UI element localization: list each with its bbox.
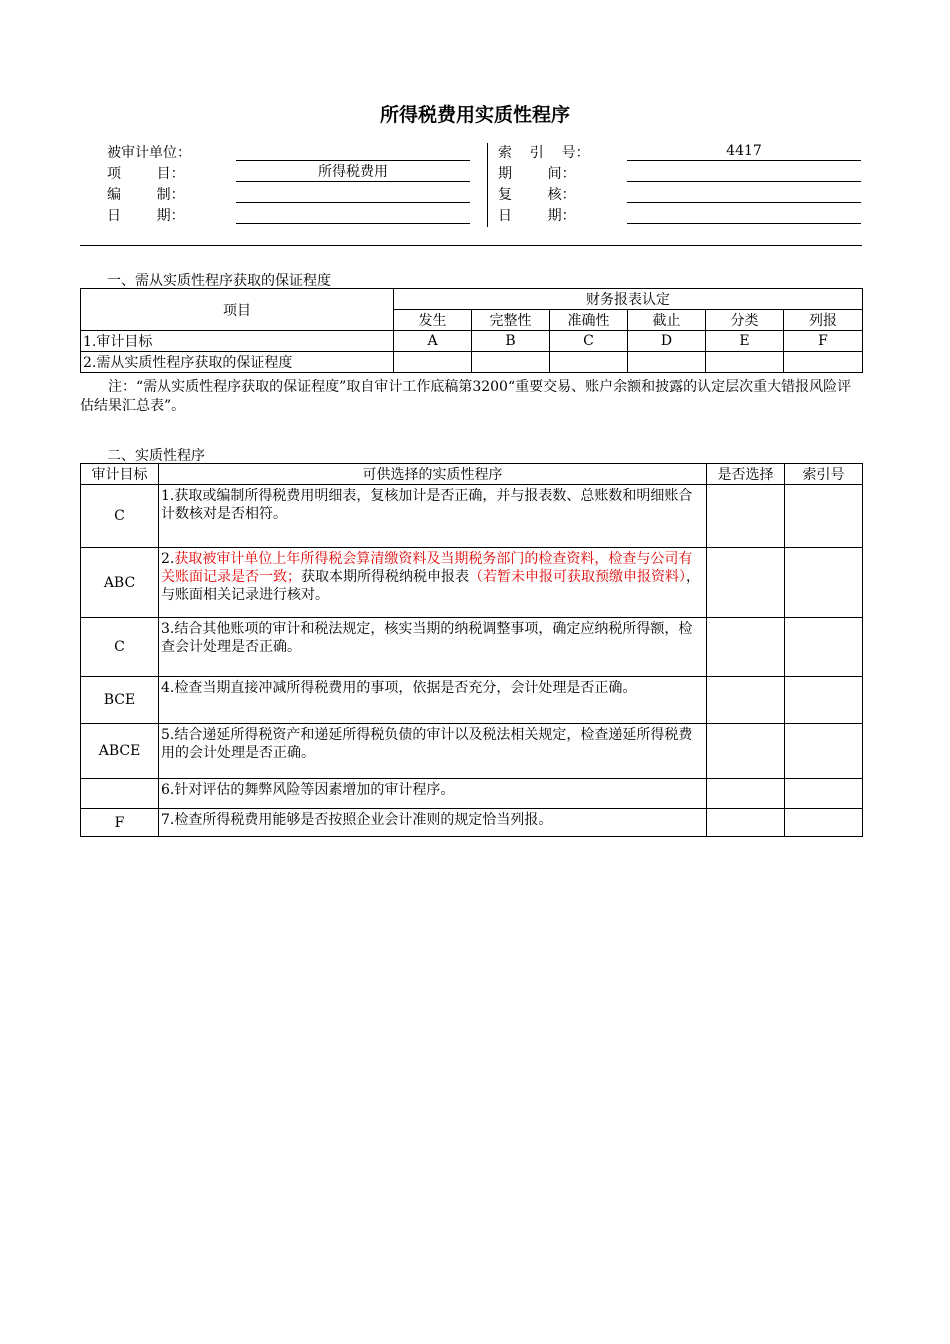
assurance-input-cell[interactable] (784, 352, 863, 373)
table-cell: D (628, 331, 706, 352)
assurance-input-cell[interactable] (628, 352, 706, 373)
procedure-index-cell[interactable] (785, 779, 863, 809)
assurance-input-cell[interactable] (472, 352, 550, 373)
procedure-index-cell[interactable] (785, 548, 863, 618)
col-cutoff: 截止 (628, 310, 706, 331)
col-classification: 分类 (706, 310, 784, 331)
procedure-text: 4.检查当期直接冲减所得税费用的事项，依据是否充分，会计处理是否正确。 (159, 677, 707, 724)
procedure-text: 5.结合递延所得税资产和递延所得税负债的审计以及税法相关规定，检查递延所得税费用的会计处理是否正确。 (159, 724, 707, 779)
header-procedures: 可供选择的实质性程序 (159, 464, 707, 485)
procedure-selected-cell[interactable] (707, 548, 785, 618)
col-completeness: 完整性 (472, 310, 550, 331)
col-presentation: 列报 (784, 310, 863, 331)
procedure-target (81, 779, 159, 809)
assurance-input-cell[interactable] (706, 352, 784, 373)
page-title: 所得税费用实质性程序 (379, 104, 570, 126)
procedure-target: C (81, 485, 159, 548)
col-occurrence: 发生 (394, 310, 472, 331)
procedure-selected-cell[interactable] (707, 724, 785, 779)
procedure-selected-cell[interactable] (707, 677, 785, 724)
procedure-target: ABC (81, 548, 159, 618)
date-right-field[interactable] (627, 205, 861, 224)
table-cell: C (550, 331, 628, 352)
date-left-label: 日 期： (107, 208, 185, 224)
procedure-text: 7.检查所得税费用能够是否按照企业会计准则的规定恰当列报。 (159, 809, 707, 837)
procedure-text-tail: ，与账面相关记录进行核对。 (161, 569, 700, 603)
procedure-number: 2. (161, 551, 175, 567)
table-cell: A (394, 331, 472, 352)
table-cell: E (706, 331, 784, 352)
period-field[interactable] (627, 163, 861, 182)
procedure-selected-cell[interactable] (707, 618, 785, 677)
preparer-field[interactable] (236, 184, 470, 203)
assertions-header: 财务报表认定 (394, 289, 863, 310)
procedure-index-cell[interactable] (785, 618, 863, 677)
item-field[interactable]: 所得税费用 (236, 163, 470, 182)
col-accuracy: 准确性 (550, 310, 628, 331)
header-index-no: 索引号 (785, 464, 863, 485)
auditee-field[interactable] (236, 142, 470, 161)
section1-note: 注：“需从实质性程序获取的保证程度”取自审计工作底稿第3200“重要交易、账户余额和披露的认定层次重大错报风险评估结果汇总表”。 (80, 379, 852, 414)
procedure-target: F (81, 809, 159, 837)
item-label: 项 目： (107, 166, 185, 182)
section1-heading: 一、需从实质性程序获取的保证程度 (107, 273, 331, 289)
period-label: 期 间： (498, 166, 576, 182)
procedure-selected-cell[interactable] (707, 779, 785, 809)
assurance-table (80, 288, 863, 373)
index-no-label: 索 引 号： (498, 145, 590, 161)
procedure-index-cell[interactable] (785, 485, 863, 548)
procedure-target: BCE (81, 677, 159, 724)
procedure-index-cell[interactable] (785, 677, 863, 724)
date-right-label: 日 期： (498, 208, 576, 224)
header-selected: 是否选择 (707, 464, 785, 485)
reviewer-field[interactable] (627, 184, 861, 203)
header-rule (80, 245, 862, 246)
procedure-index-cell[interactable] (785, 809, 863, 837)
procedure-text: 3.结合其他账项的审计和税法规定，核实当期的纳税调整事项，确定应纳税所得额，检查会计处理是否正确。 (159, 618, 707, 677)
section2-heading: 二、实质性程序 (107, 448, 205, 464)
procedure-target: ABCE (81, 724, 159, 779)
assurance-input-cell[interactable] (394, 352, 472, 373)
procedure-selected-cell[interactable] (707, 485, 785, 548)
item-header: 项目 (81, 289, 394, 331)
table-cell: B (472, 331, 550, 352)
procedure-selected-cell[interactable] (707, 809, 785, 837)
procedure-index-cell[interactable] (785, 724, 863, 779)
procedure-target: C (81, 618, 159, 677)
row-assurance-label: 2.需从实质性程序获取的保证程度 (81, 352, 394, 373)
index-no-field[interactable]: 4417 (627, 142, 861, 161)
header-divider (487, 143, 488, 227)
procedure-text: 1.获取或编制所得税费用明细表，复核加计是否正确，并与报表数、总账数和明细账合计数核对是否相符。 (159, 485, 707, 548)
procedure-highlight-text-2: （若暂未申报可获取预缴申报资料） (469, 569, 686, 585)
auditee-label: 被审计单位： (107, 145, 191, 161)
procedure-text (159, 548, 707, 618)
assurance-input-cell[interactable] (550, 352, 628, 373)
row-audit-objective-label: 1.审计目标 (81, 331, 394, 352)
procedure-text-middle: 获取本期所得税纳税申报表 (301, 569, 469, 585)
table-cell: F (784, 331, 863, 352)
preparer-label: 编 制： (107, 187, 185, 203)
header-audit-target: 审计目标 (81, 464, 159, 485)
date-left-field[interactable] (236, 205, 470, 224)
procedure-text: 6.针对评估的舞弊风险等因素增加的审计程序。 (159, 779, 707, 809)
reviewer-label: 复 核： (498, 187, 576, 203)
procedure-highlight-text: 获取被审计单位上年所得税会算清缴资料及当期税务部门的检查资料，检查与公司有关账面记录是否一致； (161, 551, 693, 585)
procedures-table (80, 463, 863, 837)
